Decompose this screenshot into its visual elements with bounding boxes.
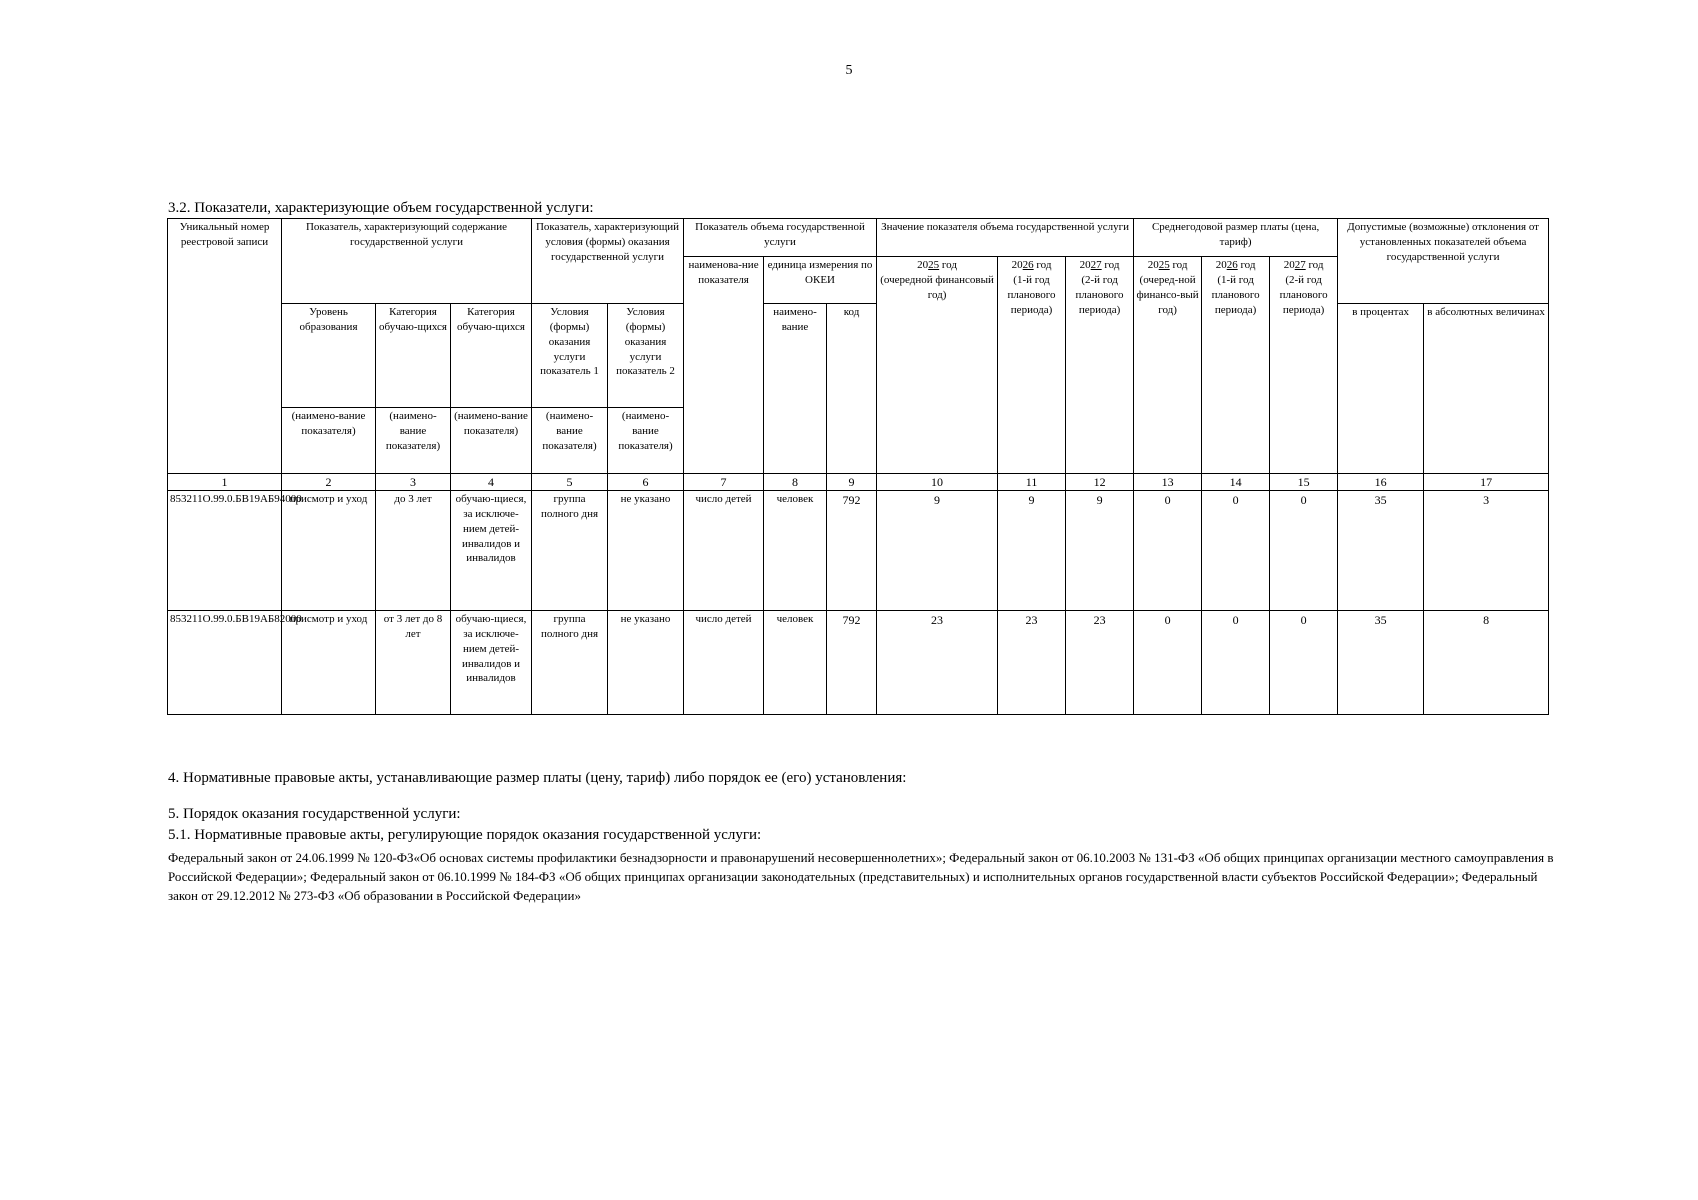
condition-2: не указано	[608, 611, 684, 715]
header-row-3	[168, 304, 1549, 408]
header-deviations: Допустимые (возможные) отклонения от установленных показателей объема государственной услуги	[1338, 219, 1549, 304]
year-prefix: 20	[1215, 259, 1227, 271]
volume-indicators-table	[167, 218, 1549, 715]
year-note: (очередной финансовый год)	[880, 273, 994, 301]
registry-number: 853211О.99.0.БВ19АБ82000	[168, 611, 282, 715]
vol-2026: 9	[998, 491, 1066, 611]
edu-level: присмотр и уход	[282, 491, 376, 611]
header-fee-2026	[1202, 257, 1270, 474]
header-unique-number: Уникальный номер реестровой записи	[168, 219, 282, 474]
table-row	[168, 611, 1549, 715]
unit-code: 792	[827, 491, 877, 611]
condition-1: группа полного дня	[532, 611, 608, 715]
vol-2025: 9	[877, 491, 998, 611]
column-number: 15	[1270, 474, 1338, 491]
column-number: 4	[451, 474, 532, 491]
header-unit: единица измерения по ОКЕИ	[764, 257, 877, 304]
header-volume-value: Значение показателя объема государственной услуги	[877, 219, 1134, 257]
column-number: 1	[168, 474, 282, 491]
dev-percent: 35	[1338, 611, 1424, 715]
condition-2: не указано	[608, 491, 684, 611]
header-category-1: Категория обучаю-щихся	[376, 304, 451, 408]
fee-2026: 0	[1202, 491, 1270, 611]
header-condition-2: Условия (формы) оказания услуги показатель 2	[608, 304, 684, 408]
header-indicator-name: наименова-ние показателя	[684, 257, 764, 474]
fee-2025: 0	[1134, 611, 1202, 715]
column-number: 9	[827, 474, 877, 491]
header-edu-level: Уровень образования	[282, 304, 376, 408]
dev-absolute: 3	[1424, 491, 1549, 611]
header-name-label: (наимено-вание показателя)	[532, 408, 608, 474]
category-2: обучаю-щиеся, за исключе-нием детей-инвалидов и инвалидов	[451, 491, 532, 611]
category-1: от 3 лет до 8 лет	[376, 611, 451, 715]
header-name-label: (наимено-вание показателя)	[451, 408, 532, 474]
edu-level: присмотр и уход	[282, 611, 376, 715]
year-prefix: 20	[917, 259, 929, 271]
column-number: 10	[877, 474, 998, 491]
year-suffix: год	[1308, 259, 1324, 271]
header-vol-2026	[998, 257, 1066, 474]
vol-2026: 23	[998, 611, 1066, 715]
header-unit-code: код	[827, 304, 877, 474]
dev-absolute: 8	[1424, 611, 1549, 715]
header-name-label: (наимено-вание показателя)	[282, 408, 376, 474]
column-number: 17	[1424, 474, 1549, 491]
header-in-percent: в процентах	[1338, 304, 1424, 474]
year-value: 26	[1226, 259, 1238, 271]
unit-name: человек	[764, 611, 827, 715]
header-in-absolute: в абсолютных величинах	[1424, 304, 1549, 474]
header-avg-fee: Среднегодовой размер платы (цена, тариф)	[1134, 219, 1338, 257]
year-suffix: год	[1240, 259, 1256, 271]
unit-name: человек	[764, 491, 827, 611]
year-value: 25	[1158, 259, 1170, 271]
year-value: 25	[928, 259, 940, 271]
year-suffix: год	[1036, 259, 1052, 271]
header-category-2: Категория обучаю-щихся	[451, 304, 532, 408]
year-note: (2-й год планового периода)	[1075, 273, 1124, 316]
year-suffix: год	[1104, 259, 1120, 271]
table-row	[168, 491, 1549, 611]
column-number: 6	[608, 474, 684, 491]
condition-1: группа полного дня	[532, 491, 608, 611]
header-row-1	[168, 219, 1549, 257]
fee-2027: 0	[1270, 491, 1338, 611]
page-number: 5	[845, 63, 853, 78]
column-number: 7	[684, 474, 764, 491]
column-number: 5	[532, 474, 608, 491]
year-value: 26	[1022, 259, 1034, 271]
year-note: (1-й год планового периода)	[1211, 273, 1260, 316]
year-suffix: год	[1172, 259, 1188, 271]
column-number: 8	[764, 474, 827, 491]
vol-2027: 9	[1066, 491, 1134, 611]
header-vol-2027	[1066, 257, 1134, 474]
header-fee-2025	[1134, 257, 1202, 474]
section-4-heading: 4. Нормативные правовые акты, устанавливающие размер платы (цену, тариф) либо порядок ее (его) установления:	[168, 770, 907, 786]
column-number: 2	[282, 474, 376, 491]
year-note: (1-й год планового периода)	[1007, 273, 1056, 316]
category-2: обучаю-щиеся, за исключе-нием детей-инвалидов и инвалидов	[451, 611, 532, 715]
indicator-name: число детей	[684, 611, 764, 715]
year-prefix: 20	[1283, 259, 1295, 271]
year-prefix: 20	[1011, 259, 1023, 271]
header-conditions-indicator: Показатель, характеризующий условия (формы) оказания государственной услуги	[532, 219, 684, 304]
header-content-indicator: Показатель, характеризующий содержание государственной услуги	[282, 219, 532, 304]
fee-2026: 0	[1202, 611, 1270, 715]
year-value: 27	[1294, 259, 1306, 271]
column-number: 11	[998, 474, 1066, 491]
section-title: 3.2. Показатели, характеризующие объем государственной услуги:	[168, 200, 594, 216]
year-note: (2-й год планового периода)	[1279, 273, 1328, 316]
header-vol-2025	[877, 257, 998, 474]
year-suffix: год	[941, 259, 957, 271]
year-value: 27	[1090, 259, 1102, 271]
column-number: 3	[376, 474, 451, 491]
indicator-name: число детей	[684, 491, 764, 611]
column-number: 13	[1134, 474, 1202, 491]
fee-2027: 0	[1270, 611, 1338, 715]
vol-2025: 23	[877, 611, 998, 715]
section-5-heading: 5. Порядок оказания государственной услуги:	[168, 806, 461, 822]
header-name-label: (наимено-вание показателя)	[376, 408, 451, 474]
vol-2027: 23	[1066, 611, 1134, 715]
registry-number: 853211О.99.0.БВ19АБ94000	[168, 491, 282, 611]
header-fee-2027	[1270, 257, 1338, 474]
laws-text: Федеральный закон от 24.06.1999 № 120-ФЗ«Об основах системы профилактики безнадзорности и правонарушений несовершеннолетних»; Федеральный закон от 06.10.2003 № 131-ФЗ «Об общих принципах организации местного самоуправления в Российской Федерации»; Федеральный закон от 06.10.1999 № 184-ФЗ «Об общих принципах организации законодательных (представительных) и исполнительных органов государственной власти субъектов Российской Федерации»; Федеральный закон от 29.12.2012 № 273-ФЗ «Об образовании в Российской Федерации»	[168, 850, 1554, 903]
section-5-1-heading: 5.1. Нормативные правовые акты, регулирующие порядок оказания государственной услуги:	[168, 827, 762, 843]
column-number: 12	[1066, 474, 1134, 491]
column-numbers-row	[168, 474, 1549, 491]
year-note: (очеред-ной финансо-вый год)	[1136, 273, 1199, 316]
year-prefix: 20	[1079, 259, 1091, 271]
column-number: 16	[1338, 474, 1424, 491]
header-condition-1: Условия (формы) оказания услуги показатель 1	[532, 304, 608, 408]
header-volume-indicator: Показатель объема государственной услуги	[684, 219, 877, 257]
category-1: до 3 лет	[376, 491, 451, 611]
header-name-label: (наимено-вание показателя)	[608, 408, 684, 474]
year-prefix: 20	[1147, 259, 1159, 271]
unit-code: 792	[827, 611, 877, 715]
column-number: 14	[1202, 474, 1270, 491]
fee-2025: 0	[1134, 491, 1202, 611]
dev-percent: 35	[1338, 491, 1424, 611]
header-unit-name: наимено-вание	[764, 304, 827, 474]
